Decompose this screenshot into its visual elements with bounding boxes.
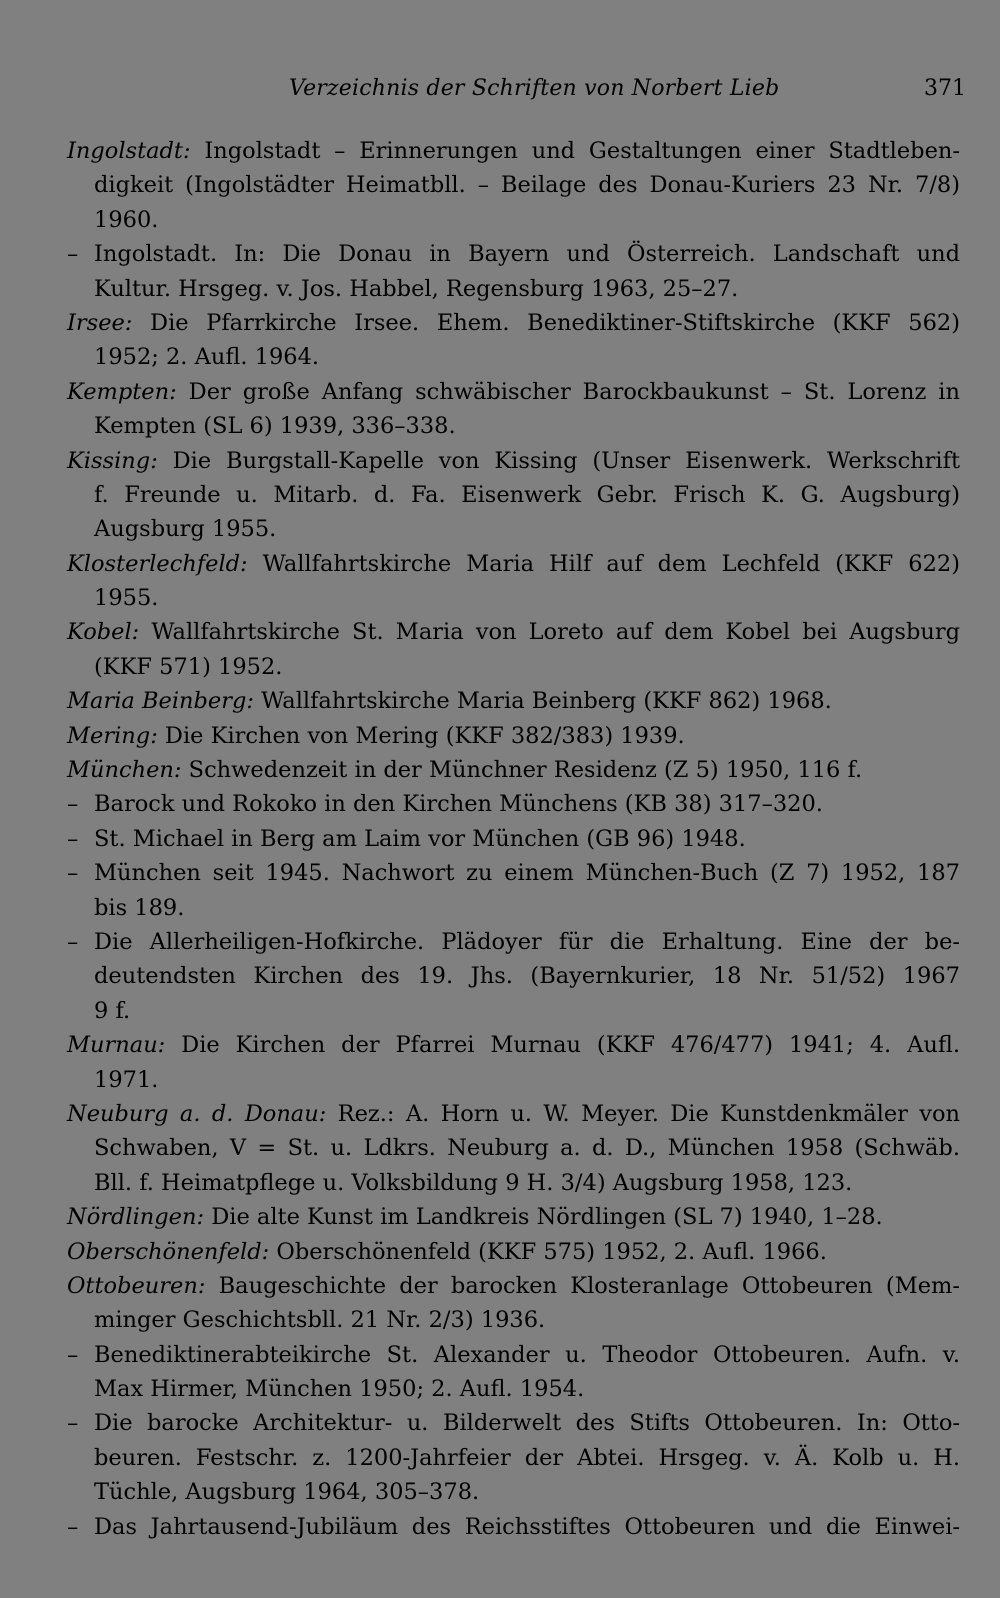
entry-line: Kultur. Hrsgeg. v. Jos. Habbel, Regensburg 1963, 25–27. [94,275,739,302]
entry-line [67,1510,960,1544]
bibliography-entry [67,1097,960,1200]
entry-text: Die Burgstall-Kapelle von Kissing (Unser Eisenwerk. Werkschrift [157,447,960,474]
bibliography-subentry [67,822,960,856]
entry-text: Schwedenzeit in der Münchner Residenz (Z 5) 1950, 116 f. [181,757,863,784]
entry-dash: – [67,791,79,818]
bibliography-entry [67,1028,960,1097]
entry-line [67,719,960,753]
entry-line: (KKF 571) 1952. [94,653,283,680]
bibliography-entry [67,615,960,684]
place-heading: Kissing: [67,447,158,474]
entry-line [67,1200,960,1234]
bibliography-subentry [67,856,960,925]
bibliography-entry [67,306,960,375]
entry-line [67,1338,960,1372]
place-heading: Ingolstadt: [67,138,191,164]
entry-dash: – [67,1513,79,1540]
bibliography-entry [67,684,960,718]
bibliography-subentry [67,1510,960,1544]
entry-text: Wallfahrtskirche Maria Beinberg (KKF 862) 1968. [253,688,832,715]
entry-text: Rez.: A. Horn u. W. Meyer. Die Kunstdenkmäler von [326,1100,960,1127]
place-heading: Oberschönenfeld: [67,1238,270,1265]
page-number: 371 [924,76,966,101]
entry-line: deutendsten Kirchen des 19. Jhs. (Bayernkurier, 18 Nr. 51/52) 1967 [94,963,960,990]
bibliography-entry [67,753,960,787]
entry-line [67,375,960,409]
bibliography-entry [67,134,960,237]
place-heading: Ottobeuren: [67,1272,206,1299]
entry-line [67,822,960,856]
bibliography-subentry [67,787,960,821]
bibliography-entry [67,1269,960,1338]
entry-text: Die Pfarrkirche Irsee. Ehem. Benediktiner-Stiftskirche (KKF 562) [132,309,960,336]
entry-line [67,787,960,821]
entry-text: Die Kirchen von Mering (KKF 382/383) 1939. [157,722,685,749]
entry-line: minger Geschichtsbll. 21 Nr. 2/3) 1936. [94,1307,546,1334]
entry-line: digkeit (Ingolstädter Heimatbll. – Beilage des Donau-Kuriers 23 Nr. 7/8) [94,172,960,199]
bibliography-entry [67,1235,960,1269]
entry-line: Kempten (SL 6) 1939, 336–338. [94,413,456,440]
place-heading: Murnau: [67,1032,166,1059]
entry-line: bis 189. [94,894,185,921]
entry-line [67,444,960,478]
bibliography-entry [67,547,960,616]
entry-line [67,547,960,581]
entry-text: Ingolstadt. In: Die Donau in Bayern und Österreich. Landschaft und [94,241,960,268]
entry-text: Die barocke Architektur- u. Bilderwelt des Stifts Ottobeuren. In: Otto- [94,1410,960,1437]
entry-dash: – [67,241,79,268]
entry-line [67,1235,960,1269]
bibliography-subentry [67,237,960,306]
bibliography-entry [67,444,960,547]
place-heading: Maria Beinberg: [67,688,254,715]
entry-text: Benediktinerabteikirche St. Alexander u. Theodor Ottobeuren. Aufn. v. [94,1341,960,1368]
entry-line [67,684,960,718]
bibliography-entry [67,719,960,753]
entry-line: beuren. Festschr. z. 1200-Jahrfeier der Abtei. Hrsgeg. v. Ä. Kolb u. H. [94,1444,960,1471]
entry-text: Ingolstadt – Erinnerungen und Gestaltungen einer Stadtleben- [190,138,960,164]
entry-line [67,1406,960,1440]
entry-text: Der große Anfang schwäbischer Barockbaukunst – St. Lorenz in [176,378,960,405]
place-heading: Klosterlechfeld: [67,550,248,577]
bibliography-subentry [67,1406,960,1509]
entry-line: Tüchle, Augsburg 1964, 305–378. [94,1479,480,1506]
entry-text: Barock und Rokoko in den Kirchen Münchens (KB 38) 317–320. [94,791,823,818]
entry-line: Max Hirmer, München 1950; 2. Aufl. 1954. [94,1376,585,1403]
entry-line [67,134,960,168]
entry-line: Bll. f. Heimatpflege u. Volksbildung 9 H. 3/4) Augsburg 1958, 123. [94,1169,853,1196]
entry-text: Die Allerheiligen-Hofkirche. Plädoyer für die Erhaltung. Eine der be- [94,928,960,955]
place-heading: Kobel: [67,619,140,646]
entry-line [67,1097,960,1131]
bibliography-subentry [67,925,960,1028]
entry-line: f. Freunde u. Mitarb. d. Fa. Eisenwerk Gebr. Frisch K. G. Augsburg) [94,481,960,508]
place-heading: Neuburg a. d. Donau: [67,1100,327,1127]
entry-dash: – [67,1341,79,1368]
entry-text: Das Jahrtausend-Jubiläum des Reichsstiftes Ottobeuren und die Einwei- [94,1513,960,1540]
entry-text: Die Kirchen der Pfarrei Murnau (KKF 476/477) 1941; 4. Aufl. [165,1032,960,1059]
bibliography-subentry [67,1338,960,1407]
entry-text: Wallfahrtskirche St. Maria von Loreto auf dem Kobel bei Augsburg [139,619,960,646]
bibliography-entry [67,375,960,444]
entry-dash: – [67,1410,79,1437]
entry-line [67,925,960,959]
entry-line: 1955. [94,585,159,612]
entry-text: Die alte Kunst im Landkreis Nördlingen (SL 7) 1940, 1–28. [204,1204,883,1231]
entry-line: Schwaben, V = St. u. Ldkrs. Neuburg a. d. D., München 1958 (Schwäb. [94,1135,960,1162]
running-head: Verzeichnis der Schriften von Norbert Lieb [289,76,780,101]
place-heading: Irsee: [67,309,133,336]
place-heading: Kempten: [67,378,177,405]
entry-line [67,306,960,340]
entry-line: 1971. [94,1066,159,1093]
entry-line: 9 f. [94,997,131,1024]
entry-line [67,237,960,271]
entry-line [67,1269,960,1303]
entry-text: Wallfahrtskirche Maria Hilf auf dem Lechfeld (KKF 622) [247,550,960,577]
place-heading: Mering: [67,722,158,749]
entry-line [67,856,960,890]
entry-text: Oberschönenfeld (KKF 575) 1952, 2. Aufl. 1966. [269,1238,827,1265]
entry-line [67,615,960,649]
place-heading: Nördlingen: [67,1204,205,1231]
entry-line: 1960. [94,206,159,233]
entry-text: München seit 1945. Nachwort zu einem München-Buch (Z 7) 1952, 187 [94,860,960,887]
entry-text: Baugeschichte der barocken Klosteranlage Ottobeuren (Mem- [205,1272,960,1299]
bibliography-entry [67,1200,960,1234]
entry-line: 1952; 2. Aufl. 1964. [94,344,320,371]
entry-line: Augsburg 1955. [94,516,277,543]
entry-dash: – [67,860,79,887]
entry-line [67,1028,960,1062]
place-heading: München: [67,757,182,784]
entry-dash: – [67,928,79,955]
entry-line [67,753,960,787]
entry-dash: – [67,825,79,852]
bibliography-list [67,134,960,1544]
entry-text: St. Michael in Berg am Laim vor München (GB 96) 1948. [94,825,746,852]
